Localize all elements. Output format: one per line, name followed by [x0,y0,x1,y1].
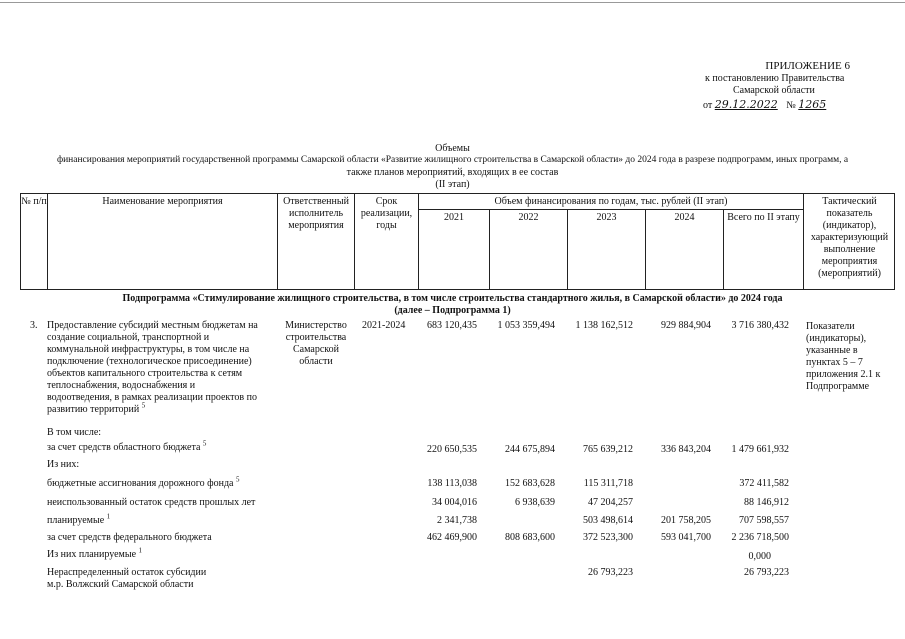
heading-line4: (II этап) [435,179,470,190]
col-header-executor: Ответственный исполнитель мероприятия [283,196,349,231]
col-header-2021: 2021 [444,212,464,223]
item-number: 3. [30,320,38,331]
appendix-number: 1265 [798,98,827,111]
col-header-name: Наименование мероприятия [102,196,223,207]
item-indicator: Показатели (индикаторы), указанные в пунктах 5 – 7 приложения 2.1 к Подпрограмме [806,321,881,392]
col-header-indicator: Тактический показатель (индикатор), характеризующий выполнение мероприятия (мероприятий) [810,196,889,279]
col-header-2022: 2022 [518,212,539,223]
number-prefix: № [786,100,796,111]
item-total: 3 716 380,432 [731,320,789,331]
col-header-period: Срок реализации, годы [360,196,413,231]
heading-line3: также планов мероприятий, входящих в ее состав [346,167,559,178]
appendix-date: 29.12.2022 [714,98,778,111]
item-period: 2021-2024 [362,320,406,331]
item-2023: 1 138 162,512 [575,320,633,331]
scan-edge [0,2,905,3]
date-prefix: от [703,100,713,111]
heading-line1: Объемы [435,143,470,154]
item-2021: 683 120,435 [427,320,477,331]
appendix-title: ПРИЛОЖЕНИЕ 6 [765,60,850,72]
appendix-line1: к постановлению Правительства [705,73,845,84]
col-header-funding: Объем финансирования по годам, тыс. рублей (II этап) [494,196,728,207]
appendix-line2: Самарской области [733,85,815,96]
subprogram-subtitle: (далее – Подпрограмма 1) [394,305,511,316]
heading-line2: финансирования мероприятий государственной программы Самарской области «Развитие жилищного строительства в Самарской области» до 2024 года в разрезе подпрограмм, иных программ, а [56,155,849,165]
appendix-date-line [703,99,826,112]
item-2022: 1 053 359,494 [497,320,555,331]
col-header-2024: 2024 [674,212,695,223]
item-name: Предоставление субсидий местным бюджетам на создание социальной, транспортной и коммунальной инфраструктуры, в том числе на подключение (технологическое присоединение) объектов капитального строительства к сетям теплоснабжения, водоснабжения и водоотведения, в рамках реализации проектов по развитию территорий $^5$ [47,320,258,415]
item-executor: Министерство строительства Самарской области [285,320,347,367]
col-header-no: № п/п [21,196,47,207]
subprogram-title: Подпрограмма «Стимулирование жилищного строительства, в том числе строительства стандартного жилья, в Самарской области» до 2024 года [122,293,783,304]
col-header-total: Всего по II этапу [727,212,800,223]
col-header-2023: 2023 [596,212,617,223]
item-2024: 929 884,904 [661,320,711,331]
